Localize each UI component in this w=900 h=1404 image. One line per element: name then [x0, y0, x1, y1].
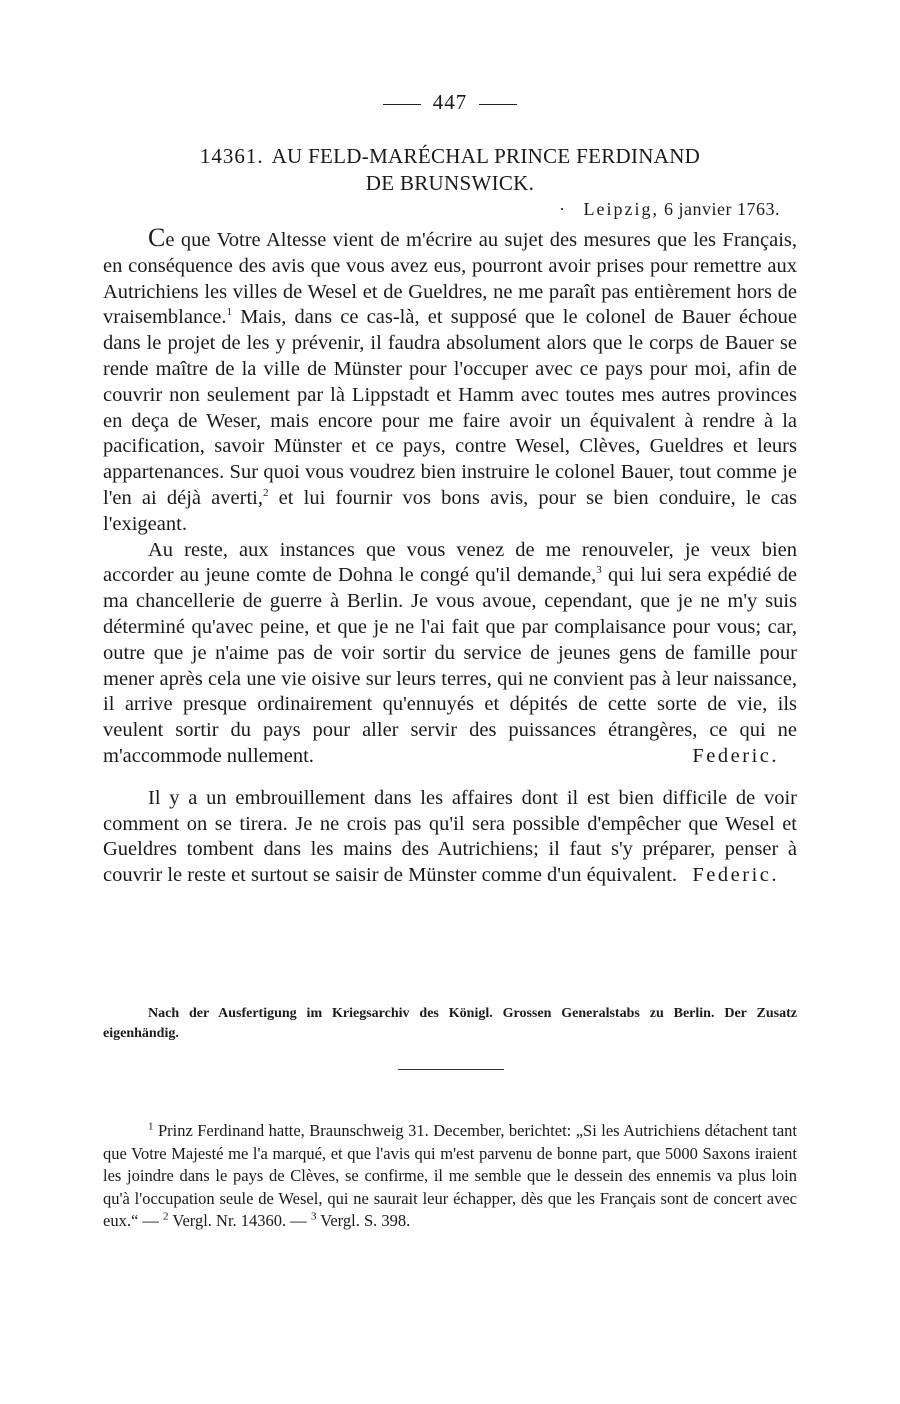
- page-number-dash-left: [383, 104, 421, 105]
- postscript-gap: [103, 770, 797, 786]
- footnote-3-text: Vergl. S. 398.: [316, 1211, 411, 1230]
- page-number-dash-right: [479, 104, 517, 105]
- signature-1: Federic.: [692, 744, 779, 767]
- paragraph-2: [103, 538, 797, 770]
- footnote-1-mark: 1: [148, 1120, 154, 1133]
- archive-note: Nach der Ausfertigung im Kriegsarchiv des Königl. Grossen Generalstabs zu Berlin. Der Zusatz eigenhändig.: [103, 1006, 797, 1041]
- page-number: [0, 90, 900, 115]
- paragraph-1-text-b: Mais, dans ce cas-là, et supposé que le colonel de Bauer échoue dans le projet de les y prévenir, il faudra absolument alors que le corps de Bauer se rende maître de la ville de Münster pour l'occuper avec ce pays pour moi, afin de couvrir non seulement par là Lippstadt et Hamm avec toutes mes autres provinces en deça de Weser, mais encore pour me faire avoir un équivalent à rendre à la pacification, savoir Münster et ce pays, contre Wesel, Clèves, Gueldres et leurs appartenances. Sur quoi vous voudrez bien instruire le colonel Bauer, tout comme je l'en ai déjà averti,: [103, 306, 797, 509]
- postscript: Il y a un embrouillement dans les affaires dont il est bien difficile de voir comment on se tirera. Je ne crois pas qu'il sera possible d'empêcher que Wesel et Gueldres tombent dans les mains des Autrichiens; il faut s'y préparer, penser à couvrir le reste et surtout se saisir de Münster comme d'un équivalent.: [103, 786, 797, 887]
- footnote-2-mark: 2: [163, 1210, 169, 1223]
- footnote-3-mark: 3: [310, 1210, 317, 1223]
- heading-line-1: [100, 143, 800, 170]
- dateline-place: Leipzig,: [583, 199, 660, 219]
- footnote-1-text: Prinz Ferdinand hatte, Braunschweig 31. December, berichtet: „Si les Autrichiens détachent tant que Votre Majesté me l'a marqué, et que l'avis qui m'est parvenu de bonne part, que 5000 Saxons iraient les joindre dans le pays de Clèves, se confirme, il me semble que le dessein des ennemis va plus loin qu'à l'occupation seule de Wesel, qui ne saurait leur échapper, dès que les Français sont de concert avec eux.“ —: [103, 1121, 797, 1230]
- heading-recipient: AU FELD-MARÉCHAL PRINCE FERDINAND: [271, 144, 701, 168]
- paragraph-1: [103, 225, 797, 538]
- page-number-value: 447: [432, 90, 468, 114]
- letter-heading: [100, 143, 800, 197]
- letter-number: 14361.: [199, 144, 264, 168]
- dateline-date: 6 janvier 1763.: [664, 199, 780, 219]
- signature-2: Federic.: [692, 864, 779, 887]
- footnotes: [103, 1120, 797, 1233]
- letter-body: [103, 225, 797, 889]
- heading-line-2: DE BRUNSWICK.: [365, 171, 535, 195]
- paragraph-2-text-b: qui lui sera expédié de ma chancellerie de guerre à Berlin. Je vous avoue, cependant, que je ne m'y suis déterminé qu'avec peine, et que je ne l'ai fait que par complaisance pour vous; car, outre que je n'aime pas de voir sortir du service de jeunes gens de famille pour mener après cela une vie oisive sur leurs terres, qui ne convient pas à leur naissance, il arrive presque ordinairement qu'ennuyés et dépités de cette sorte de vie, ils veulent sortir du pays pour aller servir des puissances étrangères, ce qui ne m'accommode nullement.: [103, 564, 797, 767]
- footnote-ref-2: 2: [262, 487, 269, 500]
- footnote-separator: [398, 1069, 504, 1070]
- paragraph-1-text-a: Ce que Votre Altesse vient de m'écrire au sujet des mesures que les Français, en conséquence des avis que vous avez eus, pourront avoir prises pour remettre aux Autrichiens les villes de Wesel et de Gueldres, ne me paraît pas entièrement hors de vraisemblance.: [103, 223, 797, 329]
- paragraph-2-text-a: Au reste, aux instances que vous venez de me renouveler, je veux bien accorder au jeune comte de Dohna le congé qu'il demande,: [103, 538, 797, 587]
- footnote-2-text: Vergl. Nr. 14360. —: [168, 1211, 311, 1230]
- dateline: [559, 199, 780, 220]
- dateline-marker: ·: [559, 199, 566, 219]
- footnote-ref-3: 3: [596, 564, 602, 577]
- footnote-ref-1: 1: [226, 306, 233, 319]
- paragraph-1-text-c: et lui fournir vos bons avis, pour se bien conduire, le cas l'exigeant.: [103, 486, 797, 535]
